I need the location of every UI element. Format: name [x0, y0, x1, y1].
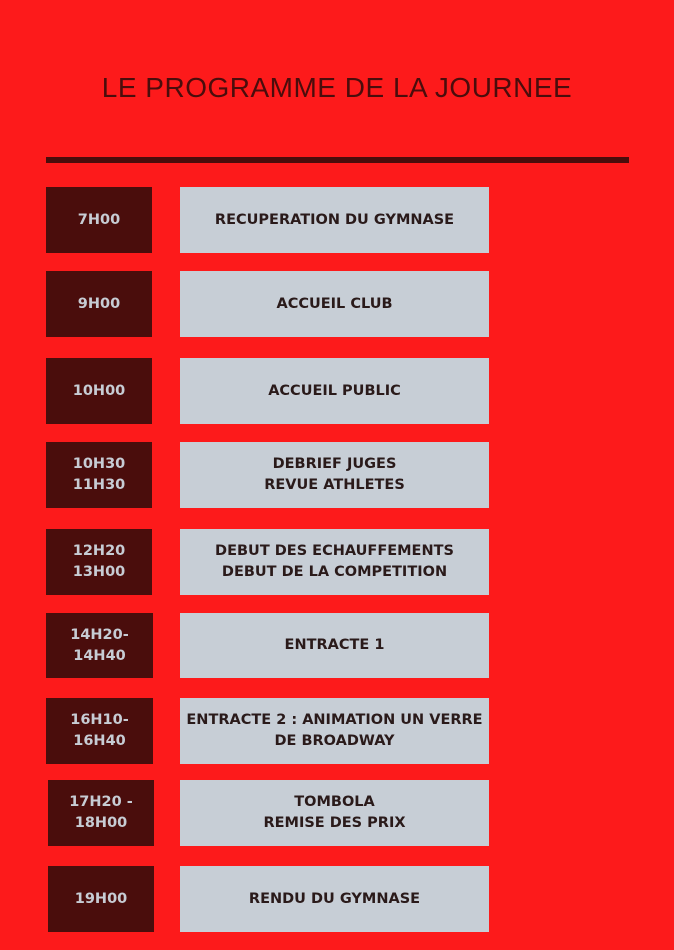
schedule-time: 17H20 - 18H00: [48, 780, 154, 846]
schedule-event: ENTRACTE 2 : ANIMATION UN VERRE DE BROADWAY: [180, 698, 489, 764]
schedule-time: 10H30 11H30: [46, 442, 152, 508]
page-title: LE PROGRAMME DE LA JOURNEE: [101, 72, 573, 103]
schedule-time: 12H20 13H00: [46, 529, 152, 595]
schedule-event: DEBRIEF JUGES REVUE ATHLETES: [180, 442, 489, 508]
schedule-time: 16H10-16H40: [46, 698, 153, 764]
schedule-event: TOMBOLA REMISE DES PRIX: [180, 780, 489, 846]
schedule-event: ENTRACTE 1: [180, 613, 489, 678]
schedule-event: RENDU DU GYMNASE: [180, 866, 489, 932]
schedule-time: 10H00: [46, 358, 152, 424]
title-divider: [46, 157, 629, 163]
schedule-event: RECUPERATION DU GYMNASE: [180, 187, 489, 253]
schedule-time: 7H00: [46, 187, 152, 253]
schedule-time: 9H00: [46, 271, 152, 337]
schedule-time: 19H00: [48, 866, 154, 932]
schedule-event: ACCUEIL PUBLIC: [180, 358, 489, 424]
schedule-time: 14H20-14H40: [46, 613, 153, 678]
schedule-event: DEBUT DES ECHAUFFEMENTS DEBUT DE LA COMPETITION: [180, 529, 489, 595]
schedule-event: ACCUEIL CLUB: [180, 271, 489, 337]
